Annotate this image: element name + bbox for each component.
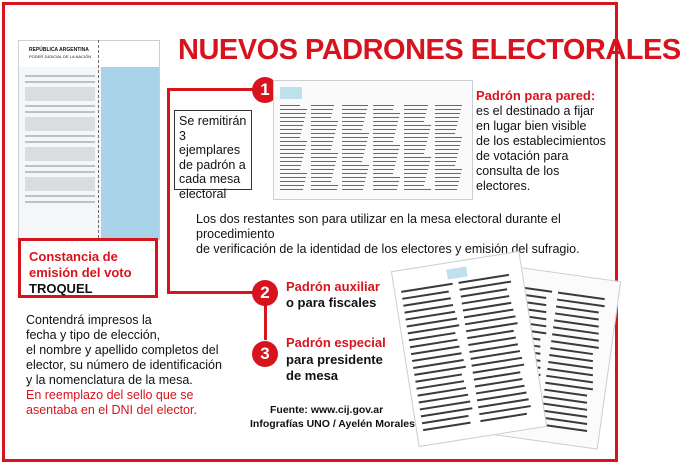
- wall-padron-entry-line: [373, 141, 393, 142]
- receipt-document-image: [18, 40, 160, 240]
- wall-padron-entry-line: [373, 173, 393, 174]
- wall-padron-entry-line: [435, 157, 457, 158]
- wall-padron-entry-line: [311, 109, 333, 110]
- wall-padron-entry-line: [311, 133, 335, 134]
- wall-desc-line-2: en lugar bien visible: [476, 119, 587, 133]
- wall-padron-entry-line: [435, 149, 459, 150]
- wall-padron-entry-line: [342, 125, 363, 126]
- wall-padron-entry-line: [373, 109, 393, 110]
- wall-padron-entry-line: [280, 125, 303, 126]
- wall-padron-entry-line: [373, 169, 394, 170]
- wall-padron-entry-line: [404, 149, 425, 150]
- wall-padron-entry-line: [342, 121, 364, 122]
- contents-line-3: el nombre y apellido completos del: [26, 343, 219, 357]
- constancia-title-line-2: emisión del voto: [29, 265, 132, 280]
- wall-padron-entry-line: [280, 181, 305, 182]
- wall-padron-entry-line: [435, 145, 460, 146]
- wall-padron-entry-line: [280, 129, 302, 130]
- wall-padron-entry-line: [373, 121, 398, 122]
- wall-padron-entry-line: [373, 181, 399, 182]
- wall-desc-line-5: consulta de los electores.: [476, 164, 560, 193]
- wall-padron-entry-line: [435, 141, 461, 142]
- connector-1-vertical: [167, 88, 170, 294]
- step-3-subtitle-line-1: para presidente: [286, 352, 383, 367]
- wall-padron-entry-line: [342, 133, 369, 134]
- wall-padron-entry-line: [280, 185, 304, 186]
- wall-padron-entry-line: [435, 133, 455, 134]
- wall-padron-entry-line: [342, 149, 365, 150]
- wall-padron-entry-line: [373, 161, 396, 162]
- wall-padron-entry-line: [404, 117, 425, 118]
- wall-padron-entry-line: [435, 153, 458, 154]
- wall-padron-entry-line: [342, 181, 365, 182]
- wall-padron-entry-line: [373, 105, 394, 106]
- wall-padron-entry-line: [373, 125, 397, 126]
- wall-padron-entry-line: [404, 133, 429, 134]
- wall-padron-entry-line: [311, 149, 331, 150]
- contents-line-1: Contendrá impresos la: [26, 313, 152, 327]
- remit-line-2: 3 ejemplares: [179, 128, 241, 157]
- wall-padron-entry-line: [404, 145, 426, 146]
- wall-padron-entry-line: [435, 121, 458, 122]
- wall-desc-line-4: de votación para: [476, 149, 569, 163]
- credits-source: Fuente: www.cij.gov.ar: [270, 404, 384, 416]
- wall-padron-entry-line: [373, 189, 397, 190]
- middle-note-line-1: Los dos restantes son para utilizar en la mesa electoral durante el procedimiento: [196, 212, 561, 241]
- wall-padron-entry-line: [342, 113, 366, 114]
- wall-padron-entry-line: [404, 173, 427, 174]
- wall-padron-entry-line: [280, 153, 304, 154]
- wall-padron-entry-line: [342, 189, 363, 190]
- wall-padron-entry-line: [342, 141, 367, 142]
- wall-padron-entry-line: [435, 137, 462, 138]
- auxiliary-padron-image: [391, 251, 547, 447]
- wall-padron-entry-line: [280, 177, 306, 178]
- wall-padron-entry-line: [311, 181, 331, 182]
- remit-line-3: de padrón a: [179, 157, 246, 172]
- wall-desc-line-3: de los establecimientos: [476, 134, 606, 148]
- wall-padron-entry-line: [373, 145, 400, 146]
- remit-line-4: cada mesa: [179, 172, 241, 186]
- wall-padron-entry-line: [435, 125, 457, 126]
- wall-padron-entry-line: [404, 137, 428, 138]
- wall-padron-entry-line: [311, 121, 338, 122]
- wall-padron-entry-line: [435, 189, 457, 190]
- wall-padron-entry-line: [311, 189, 337, 190]
- wall-padron-entry-line: [342, 161, 362, 162]
- wall-padron-entry-line: [404, 181, 425, 182]
- constancia-title-line-1: Constancia de: [29, 249, 118, 264]
- wall-padron-entry-line: [342, 145, 366, 146]
- handwritten-entry-line: [423, 422, 471, 431]
- wall-padron-entry-line: [435, 105, 462, 106]
- wall-padron-entry-line: [311, 161, 336, 162]
- wall-padron-entry-line: [342, 117, 365, 118]
- wall-padron-entry-line: [435, 109, 461, 110]
- connector-1-horizontal: [167, 88, 259, 91]
- wall-padron-entry-line: [311, 177, 332, 178]
- troquel-label: TROQUEL: [29, 281, 93, 296]
- wall-padron-entry-line: [311, 145, 332, 146]
- wall-padron-entry-line: [404, 165, 429, 166]
- wall-padron-entry-line: [404, 157, 431, 158]
- wall-padron-entry-line: [435, 185, 458, 186]
- wall-padron-entry-line: [342, 177, 366, 178]
- wall-padron-entry-line: [280, 145, 306, 146]
- wall-padron-entry-line: [373, 133, 395, 134]
- remit-line-5: electoral: [179, 186, 227, 201]
- wall-padron-entry-line: [280, 169, 300, 170]
- wall-padron-entry-line: [311, 125, 337, 126]
- constancia-box: [18, 238, 158, 298]
- connector-3-vertical: [264, 300, 267, 340]
- wall-padron-entry-line: [373, 153, 398, 154]
- remit-line-1: Se remitirán: [179, 114, 247, 128]
- troquel-cut-line: [98, 40, 99, 238]
- wall-padron-entry-line: [311, 113, 332, 114]
- wall-padron-entry-line: [435, 113, 460, 114]
- wall-padron-entry-line: [404, 109, 427, 110]
- wall-padron-entry-line: [342, 105, 368, 106]
- wall-padron-entry-line: [342, 165, 369, 166]
- wall-padron-entry-line: [404, 185, 424, 186]
- wall-padron-entry-line: [280, 113, 306, 114]
- wall-padron-entry-line: [435, 181, 459, 182]
- wall-padron-entry-line: [311, 117, 331, 118]
- credits-author: Infografías UNO / Ayelén Morales: [250, 418, 415, 430]
- wall-padron-entry-line: [280, 133, 301, 134]
- wall-padron-entry-line: [435, 177, 460, 178]
- contents-description: [26, 313, 276, 418]
- middle-note-line-2: de verificación de la identidad de los electores y emisión del sufragio.: [196, 242, 580, 256]
- wall-padron-entry-line: [311, 173, 333, 174]
- wall-padron-entry-line: [280, 121, 304, 122]
- wall-padron-entry-line: [280, 137, 300, 138]
- wall-padron-entry-line: [435, 169, 462, 170]
- handwritten-entry-line: [549, 354, 593, 362]
- wall-padron-entry-line: [342, 169, 368, 170]
- wall-padron-entry-line: [311, 129, 336, 130]
- middle-note: [196, 212, 611, 257]
- wall-padron-entry-line: [404, 105, 428, 106]
- handwritten-entry-line: [550, 347, 593, 355]
- step-2-subtitle: o para fiscales: [286, 295, 377, 310]
- step-2-badge: 2: [252, 280, 278, 306]
- connector-2-horizontal: [167, 291, 259, 294]
- wall-padron-entry-line: [435, 173, 461, 174]
- wall-padron-entry-line: [404, 169, 428, 170]
- wall-padron-entry-line: [404, 141, 427, 142]
- wall-desc-line-1: es el destinado a fijar: [476, 104, 595, 118]
- wall-padron-entry-line: [280, 173, 307, 174]
- contents-red-line-2: asentaba en el DNI del elector.: [26, 403, 197, 417]
- page-title: NUEVOS PADRONES ELECTORALES: [178, 34, 681, 66]
- wall-padron-description: [476, 104, 616, 194]
- wall-padron-entry-line: [280, 165, 301, 166]
- remit-box: [174, 110, 252, 201]
- wall-padron-entry-line: [342, 185, 364, 186]
- wall-padron-entry-line: [373, 149, 399, 150]
- wall-padron-entry-line: [373, 157, 397, 158]
- document-header-chamber: PODER JUDICIAL DE LA NACIÓN: [29, 54, 92, 59]
- wall-padron-entry-line: [311, 169, 334, 170]
- document-blue-column: [101, 67, 159, 239]
- wall-padron-image: [273, 80, 473, 200]
- step-3-heading: Padrón especial: [286, 335, 386, 350]
- wall-padron-entry-line: [280, 149, 305, 150]
- wall-padron-entry-line: [311, 153, 338, 154]
- wall-padron-entry-line: [311, 141, 333, 142]
- step-2-heading: Padrón auxiliar: [286, 279, 380, 294]
- wall-padron-entry-line: [404, 177, 426, 178]
- wall-padron-entry-line: [311, 157, 337, 158]
- step-3-badge: 3: [252, 341, 278, 367]
- wall-padron-entry-line: [311, 165, 335, 166]
- wall-padron-entry-line: [373, 129, 396, 130]
- wall-padron-entry-line: [435, 161, 456, 162]
- wall-padron-entry-line: [342, 153, 364, 154]
- handwritten-entry-line: [543, 396, 587, 404]
- wall-padron-entry-line: [435, 117, 459, 118]
- wall-padron-entry-line: [342, 137, 368, 138]
- contents-line-5: y la nomenclatura de la mesa.: [26, 373, 193, 387]
- wall-padron-entry-line: [311, 137, 334, 138]
- wall-padron-entry-line: [404, 189, 431, 190]
- handwritten-entry-line: [544, 389, 587, 397]
- wall-padron-entry-line: [373, 137, 394, 138]
- wall-padron-entry-line: [373, 185, 398, 186]
- wall-padron-entry-line: [342, 129, 362, 130]
- handwritten-entry-line: [555, 312, 599, 320]
- contents-red-line-1: En reemplazo del sello que se: [26, 388, 194, 402]
- wall-padron-heading: Padrón para pared:: [476, 88, 596, 103]
- wall-padron-entry-line: [342, 157, 363, 158]
- wall-padron-entry-line: [280, 117, 305, 118]
- wall-padron-entry-line: [280, 141, 307, 142]
- contents-line-2: fecha y tipo de elección,: [26, 328, 161, 342]
- wall-padron-entry-line: [280, 161, 302, 162]
- step-3-subtitle-line-2: de mesa: [286, 368, 339, 383]
- wall-padron-entry-line: [280, 189, 303, 190]
- wall-padron-entry-line: [404, 153, 424, 154]
- wall-padron-entry-line: [311, 185, 338, 186]
- wall-padron-entry-line: [280, 105, 300, 106]
- wall-padron-entry-line: [373, 113, 400, 114]
- document-rows: [19, 71, 101, 207]
- wall-padron-entry-line: [342, 173, 367, 174]
- wall-padron-entry-line: [311, 105, 334, 106]
- wall-padron-entry-line: [373, 165, 395, 166]
- wall-padron-entry-line: [280, 109, 307, 110]
- handwritten-entry-line: [556, 306, 599, 314]
- document-header-republic: REPÚBLICA ARGENTINA: [29, 47, 89, 53]
- wall-padron-entry-line: [404, 129, 430, 130]
- contents-line-4: elector, su número de identificación: [26, 358, 222, 372]
- wall-padron-entry-line: [435, 165, 455, 166]
- wall-padron-entry-line: [373, 177, 400, 178]
- wall-padron-entry-line: [404, 161, 430, 162]
- wall-padron-entry-line: [404, 125, 431, 126]
- handwritten-entry-line: [480, 413, 527, 422]
- wall-padron-entry-line: [404, 113, 426, 114]
- step-1-badge: 1: [252, 77, 278, 103]
- wall-padron-entry-line: [435, 129, 456, 130]
- wall-padron-entry-line: [342, 109, 367, 110]
- wall-padron-entry-line: [373, 117, 399, 118]
- wall-padron-entry-line: [404, 121, 424, 122]
- wall-padron-entry-line: [280, 157, 303, 158]
